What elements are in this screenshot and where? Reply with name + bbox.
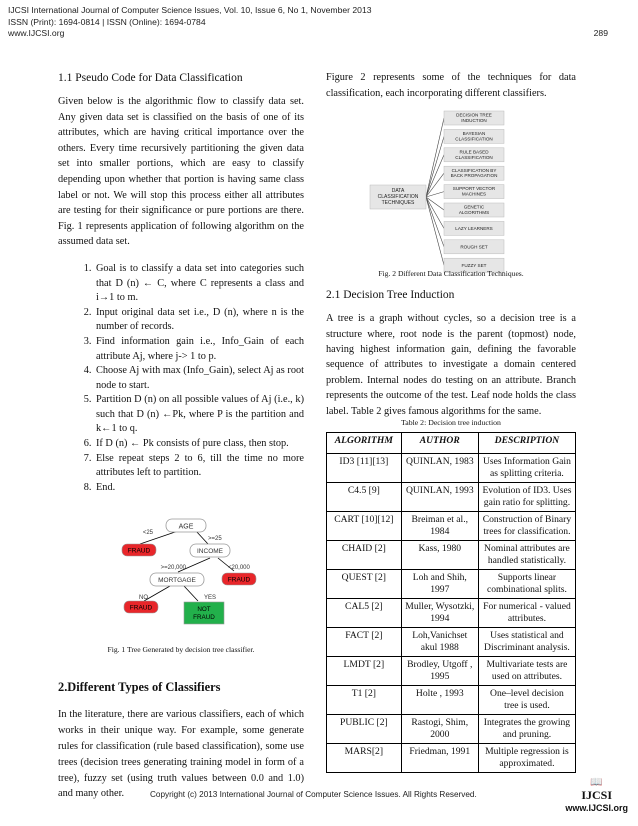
cell-author: Muller, Wysotzki, 1994 xyxy=(401,599,478,628)
logo-text: IJCSI xyxy=(581,788,612,802)
technique-connector xyxy=(426,197,444,247)
node-fraud-1: FRAUD xyxy=(127,547,151,555)
technique-label: CLASSIFICATION BY BACK PROPAGATION xyxy=(450,167,498,179)
technique-label: SUPPORT VECTOR MACHINES xyxy=(452,186,496,197)
cell-description: Nominal attributes are handled statistically. xyxy=(478,541,575,570)
cell-algorithm: CHAID [2] xyxy=(327,541,402,570)
cell-description: For numerical - valued attributes. xyxy=(478,599,575,628)
table-row xyxy=(327,686,576,715)
algorithm-step: 4. Choose Aj with max (Info_Gain), select Aj as root node to start. xyxy=(94,364,304,393)
cell-author: QUINLAN, 1983 xyxy=(401,454,478,483)
algorithm-steps xyxy=(58,262,304,496)
header-journal-line: IJCSI International Journal of Computer Science Issues, Vol. 10, Issue 6, No 1, November 2013 xyxy=(8,5,372,15)
technique-label: RULE BASED CLASSIFICATION xyxy=(455,149,493,160)
cell-author: QUINLAN, 1993 xyxy=(401,483,478,512)
right-column xyxy=(326,70,576,773)
cell-algorithm: FACT [2] xyxy=(327,628,402,657)
node-fraud-3: FRAUD xyxy=(129,604,153,612)
table-row xyxy=(327,628,576,657)
cell-author: Loh and Shih, 1997 xyxy=(401,570,478,599)
table-decision-tree-algorithms xyxy=(326,432,576,773)
book-icon: 📖 xyxy=(590,777,603,788)
journal-header xyxy=(8,5,372,40)
table-row xyxy=(327,599,576,628)
page-number: 289 xyxy=(593,28,608,38)
cell-algorithm: CART [10][12] xyxy=(327,512,402,541)
node-fraud-2: FRAUD xyxy=(227,576,251,584)
technique-label: DECISION TREE INDUCTION xyxy=(456,112,492,124)
figure-1-caption: Fig. 1 Tree Generated by decision tree classifier. xyxy=(107,645,255,655)
algorithm-step: 3. Find information gain i.e., Info_Gain of each attribute Aj, where j-> 1 to p. xyxy=(94,335,304,364)
section-heading-pseudo-code: 1.1 Pseudo Code for Data Classification xyxy=(58,72,243,84)
technique-label: FUZZY SET xyxy=(461,262,487,268)
technique-connector xyxy=(426,192,444,197)
algorithm-step: 8. End. xyxy=(94,481,304,496)
cell-description: Supports linear combinational splits. xyxy=(478,570,575,599)
header-issn-line: ISSN (Print): 1694-0814 | ISSN (Online): 1694-0784 xyxy=(8,16,206,27)
table-row xyxy=(327,657,576,686)
edge-label-ge25: >=25 xyxy=(208,536,222,543)
figure-2-techniques-diagram xyxy=(326,107,576,273)
technique-connector xyxy=(426,197,444,228)
node-income: INCOME xyxy=(197,548,223,556)
cell-author: Breiman et al., 1984 xyxy=(401,512,478,541)
technique-connector xyxy=(426,137,444,198)
technique-label: ROUGH SET xyxy=(460,244,488,250)
journal-logo xyxy=(565,778,628,813)
table-row xyxy=(327,454,576,483)
edge-label-lt25: <25 xyxy=(142,530,153,537)
node-data-classification-techniques: DATA CLASSIFICATION TECHNIQUES xyxy=(377,188,419,207)
edge-label-yes: YES xyxy=(204,595,217,602)
cell-author: Loh,Vanichset akul 1988 xyxy=(401,628,478,657)
cell-author: Friedman, 1991 xyxy=(401,744,478,773)
edge-label-ge20000: >=20,000 xyxy=(160,565,186,572)
cell-algorithm: MARS[2] xyxy=(327,744,402,773)
cell-algorithm: ID3 [11][13] xyxy=(327,454,402,483)
algorithm-step: 7. Else repeat steps 2 to 6, till the time no more attributes left to partition. xyxy=(94,452,304,481)
column-header-algorithm: ALGORITHM xyxy=(327,433,402,454)
figure-1-decision-tree xyxy=(58,507,304,647)
cell-description: Evolution of ID3. Uses gain ratio for splitting. xyxy=(478,483,575,512)
column-header-author: AUTHOR xyxy=(401,433,478,454)
algorithm-step: 2. Input original data set i.e., D (n), where n is the number of records. xyxy=(94,306,304,335)
table-2-caption: Table 2: Decision tree induction xyxy=(401,418,501,428)
table-row xyxy=(327,744,576,773)
cell-algorithm: C4.5 [9] xyxy=(327,483,402,512)
cell-algorithm: CAL5 [2] xyxy=(327,599,402,628)
cell-algorithm: T1 [2] xyxy=(327,686,402,715)
section-heading-decision-tree: 2.1 Decision Tree Induction xyxy=(326,289,455,302)
node-age: AGE xyxy=(178,523,194,531)
edge-label-no: NO xyxy=(139,595,148,602)
table-row xyxy=(327,570,576,599)
technique-label: BAYESIAN CLASSIFICATION xyxy=(455,131,493,142)
technique-connector xyxy=(426,197,444,265)
table-header-row xyxy=(327,433,576,454)
header-url-line: www.IJCSI.org xyxy=(8,28,65,38)
cell-description: Uses statistical and Discriminant analysis. xyxy=(478,628,575,657)
node-mortgage: MORTGAGE xyxy=(158,577,196,585)
cell-author: Holte , 1993 xyxy=(401,686,478,715)
cell-author: Brodley, Utgoff , 1995 xyxy=(401,657,478,686)
algorithm-step: 1. Goal is to classify a data set into categories such that D (n) ← C, where C represents a class and i→1 to m. xyxy=(94,262,304,306)
paragraph-figure-2-intro: Figure 2 represents some of the techniques for data classification, each incorporating different classifiers. xyxy=(326,72,576,99)
algorithm-step: 5. Partition D (n) on all possible values of Aj (i.e., k) such that D (n) ←Pk, where P is the partition and k←1 to q. xyxy=(94,393,304,437)
cell-description: Construction of Binary trees for classification. xyxy=(478,512,575,541)
paragraph-decision-tree: A tree is a graph without cycles, so a decision tree is a structure where, root node is the parent (topmost) node, having highest information gain, defining the favorable sequence of attributes to investigate a domain centered problem. Internal nodes do testing on an attribute. Branch represents the outcome of the test. Leaf node holds the class label. Table 2 gives famous algorithms for the same. xyxy=(326,313,576,417)
figure-2-caption: Fig. 2 Different Data Classification Techniques. xyxy=(378,269,524,279)
section-heading-classifiers: 2.Different Types of Classifiers xyxy=(58,680,221,695)
cell-algorithm: QUEST [2] xyxy=(327,570,402,599)
cell-description: Multivariate tests are used on attributes. xyxy=(478,657,575,686)
cell-author: Kass, 1980 xyxy=(401,541,478,570)
footer-copyright: Copyright (c) 2013 International Journal of Computer Science Issues. All Rights Reserved. xyxy=(150,790,477,799)
cell-description: Uses Information Gain as splitting criteria. xyxy=(478,454,575,483)
column-header-description: DESCRIPTION xyxy=(478,433,575,454)
cell-author: Rastogi, Shim, 2000 xyxy=(401,715,478,744)
algorithm-step: 6. If D (n) ← Pk consists of pure class, then stop. xyxy=(94,437,304,452)
left-column xyxy=(58,70,304,802)
node-not-fraud: NOT FRAUD xyxy=(193,606,215,622)
table-row xyxy=(327,483,576,512)
paragraph-classifiers: In the literature, there are various classifiers, each of which works in their unique way. For example, some generate rules for classification (rule based classification), some use trees (decision trees generating training model in form of a tree), fuzzy set (using truth values between 0.0 and 1.0) and many other. xyxy=(58,709,304,800)
cell-algorithm: LMDT [2] xyxy=(327,657,402,686)
table-row xyxy=(327,715,576,744)
table-row xyxy=(327,512,576,541)
technique-label: GENETIC ALGORITHMS xyxy=(458,204,490,216)
table-row xyxy=(327,541,576,570)
edge-label-lt20000: <20,000 xyxy=(228,565,250,572)
technique-label: LAZY LEARNERS xyxy=(455,226,493,232)
cell-description: Multiple regression is approximated. xyxy=(478,744,575,773)
cell-algorithm: PUBLIC [2] xyxy=(327,715,402,744)
cell-description: Integrates the growing and pruning. xyxy=(478,715,575,744)
paragraph-pseudo-code: Given below is the algorithmic flow to classify data set. Any given data set is classified on the basis of one of its attributes, which are having critical importance over the others. Every time recursively partitioning the given data set into smaller portions, which are easy to classify depending upon whether that portion is having same class label or not. We will stop this process either all attributes are testing for their significance or pure portions are there. Fig. 1 represents application of following algorithm on the assumed data set. xyxy=(58,96,304,248)
technique-connector xyxy=(426,155,444,197)
logo-url: www.IJCSI.org xyxy=(565,803,628,813)
cell-description: One–level decision tree is used. xyxy=(478,686,575,715)
